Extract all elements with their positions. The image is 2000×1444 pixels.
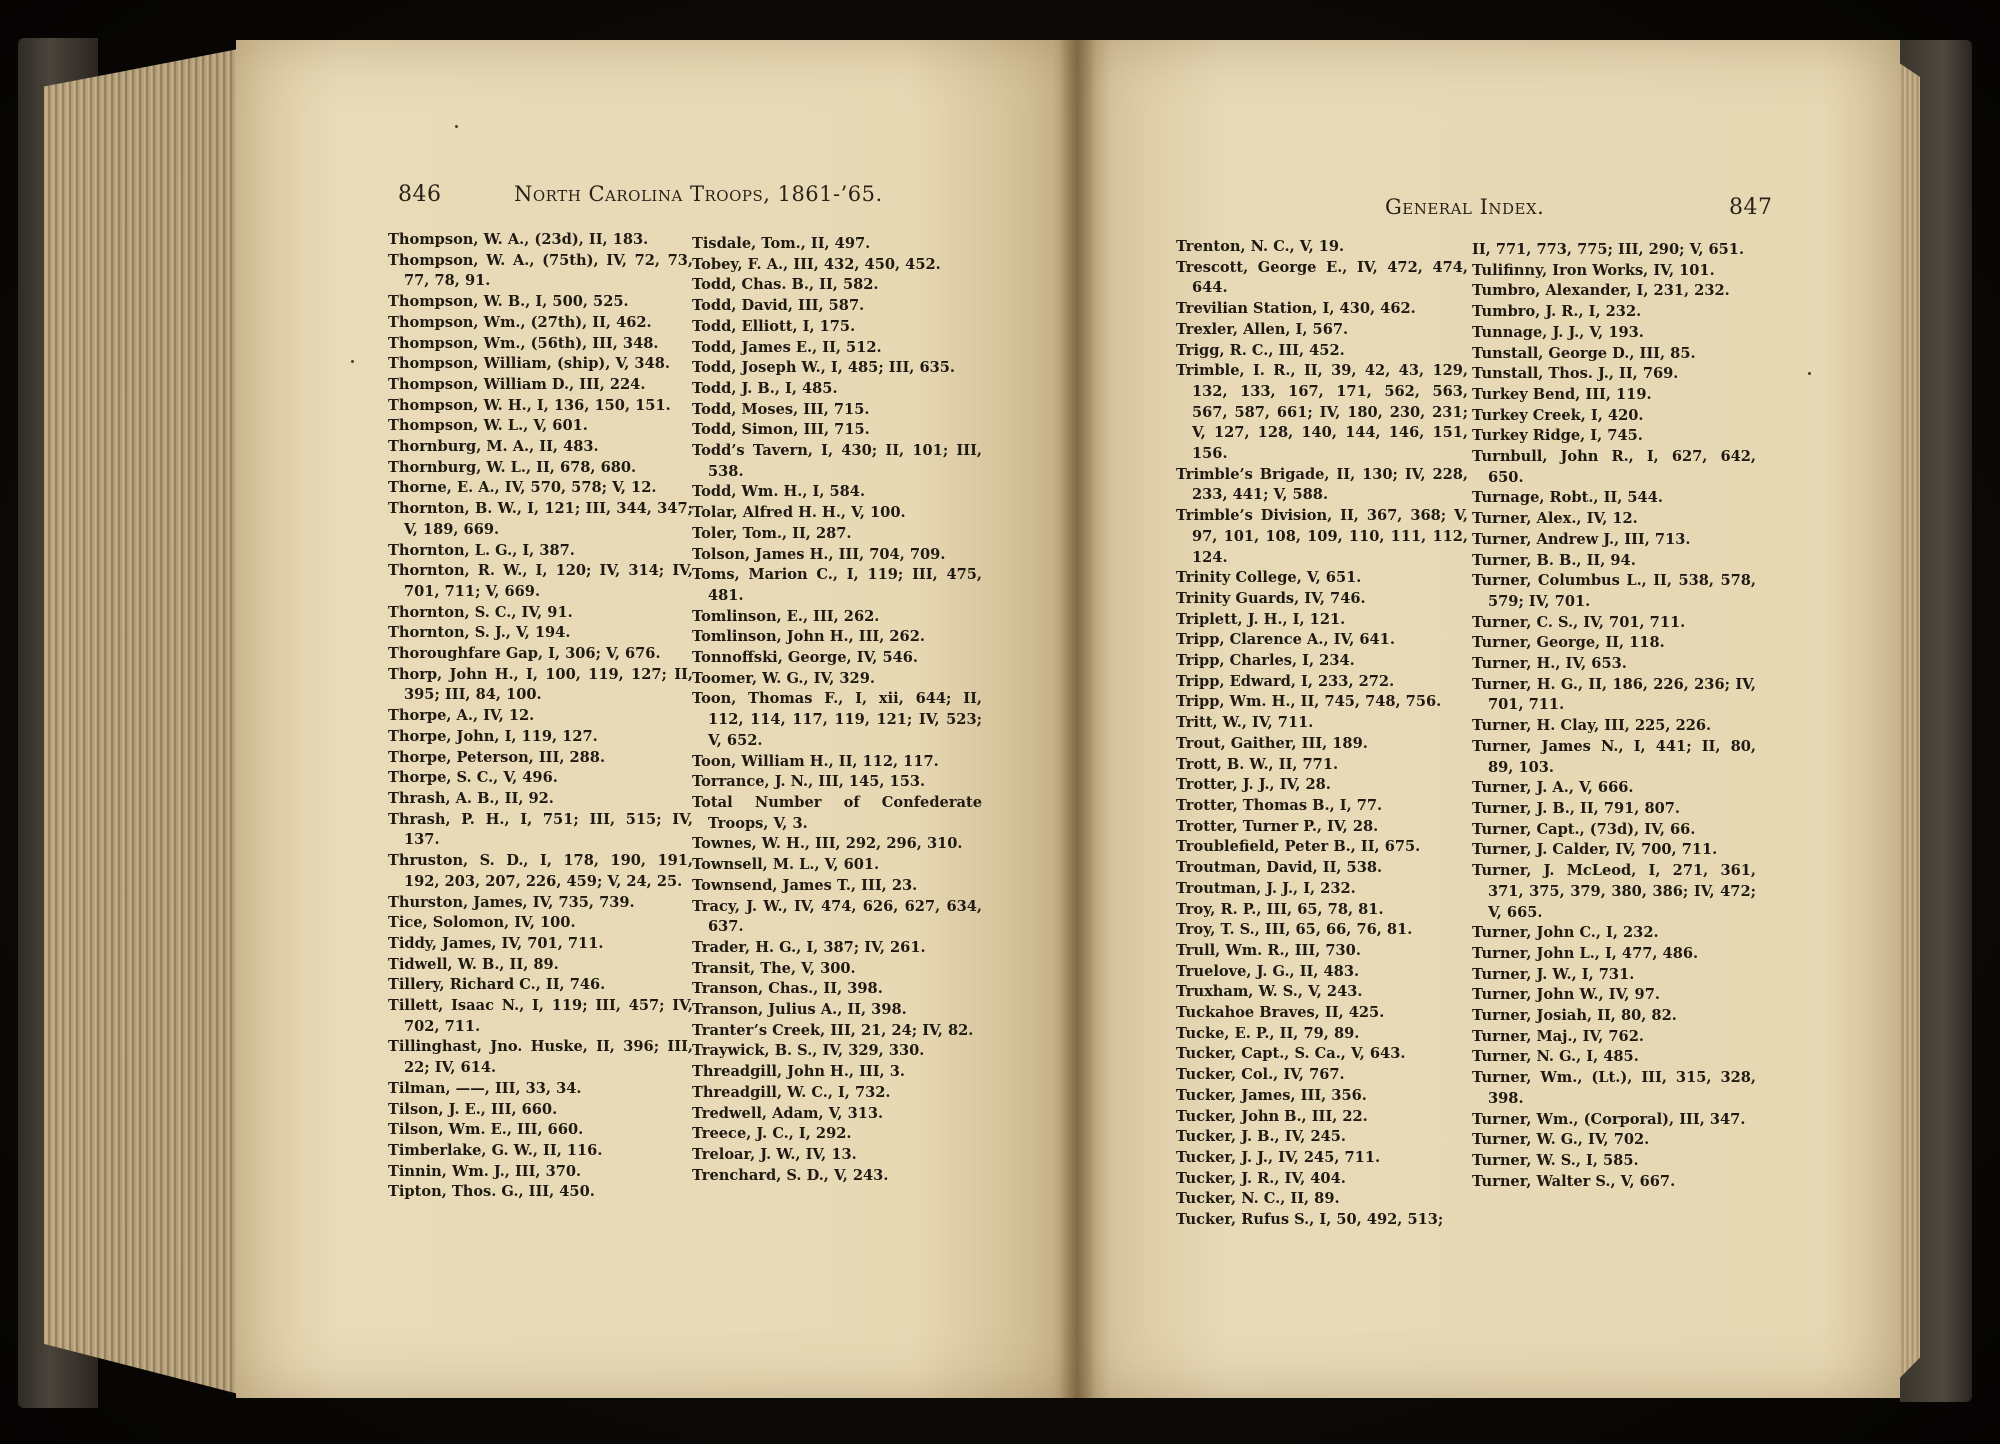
index-entry: Tucker, J. R., IV, 404. [1176, 1169, 1346, 1187]
index-entry: Turner, C. S., IV, 701, 711. [1472, 613, 1686, 631]
index-entry: Townsell, M. L., V, 601. [692, 856, 880, 874]
index-entry: Todd, Wm. H., I, 584. [692, 483, 866, 501]
index-entry: Trotter, J. J., IV, 28. [1176, 776, 1331, 794]
index-entry: Troutman, David, II, 538. [1176, 859, 1383, 877]
index-entry: Thompson, Wm., (56th), III, 348. [388, 334, 659, 352]
index-column-left-2 [692, 234, 982, 1186]
index-entry: Thorpe, S. C., V, 496. [388, 769, 558, 787]
index-entry: Turner, John W., IV, 97. [1472, 986, 1660, 1004]
index-entry: Trull, Wm. R., III, 730. [1176, 941, 1361, 959]
index-entry: Trimble’s Division, II, 367, 368; V, 97, 101, 108, 109, 110, 111, 112, 124. [1176, 507, 1468, 566]
index-entry: Toomer, W. G., IV, 329. [692, 669, 875, 687]
index-column-right-1 [1176, 237, 1468, 1231]
index-entry: Turner, J. W., I, 731. [1472, 965, 1635, 983]
index-entry: Turner, J. Calder, IV, 700, 711. [1472, 841, 1718, 859]
index-entry: Thornton, R. W., I, 120; IV, 314; IV, 701, 711; V, 669. [388, 562, 693, 600]
index-entry: Trott, B. W., II, 771. [1176, 755, 1339, 773]
index-entry: Turner, Wm., (Corporal), III, 347. [1472, 1110, 1746, 1128]
index-entry: Timberlake, G. W., II, 116. [388, 1141, 603, 1159]
index-column-left-1 [388, 230, 693, 1203]
index-entry: Tripp, Charles, I, 234. [1176, 652, 1355, 670]
index-entry: Tilson, J. E., III, 660. [388, 1100, 558, 1118]
index-entry: Tice, Solomon, IV, 100. [388, 914, 576, 932]
index-entry: Thoroughfare Gap, I, 306; V, 676. [388, 645, 661, 663]
index-entry: Tucker, Col., IV, 767. [1176, 1066, 1345, 1084]
index-entry: Turner, John L., I, 477, 486. [1472, 944, 1699, 962]
index-entry: Tritt, W., IV, 711. [1176, 714, 1314, 732]
index-entry: Todd, Elliott, I, 175. [692, 317, 856, 335]
index-entry: Toon, Thomas F., I, xii, 644; II, 112, 114, 117, 119, 121; IV, 523; V, 652. [692, 690, 982, 749]
index-entry: Threadgill, W. C., I, 732. [692, 1083, 891, 1101]
index-entry: Townsend, James T., III, 23. [692, 876, 918, 894]
index-entry: Trimble’s Brigade, II, 130; IV, 228, 233, 441; V, 588. [1176, 465, 1468, 504]
index-entry: Thompson, William, (ship), V, 348. [388, 355, 670, 373]
index-entry: Turner, Andrew J., III, 713. [1472, 530, 1691, 548]
index-entry: Tucker, J. B., IV, 245. [1176, 1128, 1347, 1146]
index-entry: Turner, H. G., II, 186, 226, 236; IV, 701, 711. [1472, 675, 1756, 714]
index-entry: Thornton, S. J., V, 194. [388, 624, 571, 642]
book-gutter [1060, 40, 1096, 1398]
index-entry: Thrash, P. H., I, 751; III, 515; IV, 137. [388, 810, 693, 849]
index-entry: Troublefield, Peter B., II, 675. [1176, 838, 1421, 856]
index-entry: Turkey Ridge, I, 745. [1472, 427, 1643, 445]
index-entry: Trigg, R. C., III, 452. [1176, 341, 1345, 359]
index-entry: Todd, Simon, III, 715. [692, 421, 870, 439]
index-entry: Turner, George, II, 118. [1472, 634, 1665, 652]
index-entry: II, 771, 773, 775; III, 290; V, 651. [1472, 241, 1745, 258]
index-entry: Tucker, James, III, 356. [1176, 1086, 1367, 1104]
index-entry: Toms, Marion C., I, 119; III, 475, 481. [692, 566, 982, 604]
left-page-number: 846 [398, 182, 442, 207]
index-column-right-2 [1472, 240, 1756, 1192]
index-entry: Thornton, B. W., I, 121; III, 344, 347; V, 189, 669. [388, 500, 693, 538]
index-entry: Thorpe, Peterson, III, 288. [388, 748, 606, 766]
index-entry: Todd, David, III, 587. [692, 297, 865, 315]
index-entry: Tunstall, George D., III, 85. [1472, 344, 1696, 362]
index-entry: Tillett, Isaac N., I, 119; III, 457; IV, 702, 711. [388, 997, 693, 1035]
index-entry: Turner, J. B., II, 791, 807. [1472, 799, 1680, 817]
index-entry: Tumbro, Alexander, I, 231, 232. [1472, 282, 1730, 300]
index-entry: Tripp, Wm. H., II, 745, 748, 756. [1176, 693, 1442, 711]
index-entry: Tolson, James H., III, 704, 709. [692, 545, 946, 563]
index-entry: Threadgill, John H., III, 3. [692, 1063, 905, 1081]
index-entry: Traywick, B. S., IV, 329, 330. [692, 1042, 925, 1060]
index-entry: Todd, Chas. B., II, 582. [692, 276, 879, 294]
index-entry: Trotter, Turner P., IV, 28. [1176, 817, 1379, 835]
index-entry: Tomlinson, John H., III, 262. [692, 628, 925, 646]
index-entry: Tilson, Wm. E., III, 660. [388, 1121, 584, 1139]
index-entry: Total Number of Confederate Troops, V, 3. [692, 793, 982, 832]
index-entry: Tucke, E. P., II, 79, 89. [1176, 1024, 1360, 1042]
index-entry: Trimble, I. R., II, 39, 42, 43, 129, 132, 133, 167, 171, 562, 563, 567, 587, 661; IV, 180, 230, 231; V, 127, 128, 140, 144, 146, 151, 156. [1176, 362, 1468, 463]
index-entry: Trader, H. G., I, 387; IV, 261. [692, 938, 926, 956]
index-entry: Tillery, Richard C., II, 746. [388, 976, 606, 994]
index-entry: Troy, T. S., III, 65, 66, 76, 81. [1176, 921, 1413, 939]
index-entry: Tuckahoe Braves, II, 425. [1176, 1004, 1385, 1022]
index-entry: Transit, The, V, 300. [692, 959, 856, 977]
index-entry: Trenchard, S. D., V, 243. [692, 1166, 889, 1184]
index-entry: Tucker, Capt., S. Ca., V, 643. [1176, 1045, 1406, 1063]
index-entry: Turnbull, John R., I, 627, 642, 650. [1472, 448, 1756, 486]
index-entry: Thrash, A. B., II, 92. [388, 789, 554, 807]
index-entry: Thornburg, M. A., II, 483. [388, 438, 599, 456]
index-entry: Turner, Wm., (Lt.), III, 315, 328, 398. [1472, 1069, 1756, 1107]
index-entry: Turner, W. G., IV, 702. [1472, 1131, 1650, 1149]
index-entry: Turner, John C., I, 232. [1472, 924, 1659, 942]
index-entry: Todd, Joseph W., I, 485; III, 635. [692, 359, 955, 377]
index-entry: Turner, W. S., I, 585. [1472, 1151, 1639, 1169]
index-entry: Tiddy, James, IV, 701, 711. [388, 934, 604, 952]
index-entry: Turner, Alex., IV, 12. [1472, 510, 1638, 528]
index-entry: Todd, Moses, III, 715. [692, 400, 870, 418]
index-entry: Tonnoffski, George, IV, 546. [692, 649, 919, 667]
index-entry: Tucker, Rufus S., I, 50, 492, 513; [1176, 1211, 1444, 1229]
index-entry: Tobey, F. A., III, 432, 450, 452. [692, 255, 941, 273]
index-entry: Turkey Bend, III, 119. [1472, 385, 1652, 403]
index-entry: Turner, Capt., (73d), IV, 66. [1472, 820, 1696, 838]
index-entry: Troy, R. P., III, 65, 78, 81. [1176, 900, 1384, 918]
index-entry: Townes, W. H., III, 292, 296, 310. [692, 835, 963, 853]
index-entry: Turner, J. McLeod, I, 271, 361, 371, 375, 379, 380, 386; IV, 472; V, 665. [1472, 862, 1756, 921]
index-entry: Thompson, W. H., I, 136, 150, 151. [388, 396, 671, 414]
index-entry: Thompson, W. A., (23d), II, 183. [388, 231, 649, 248]
index-entry: Thurston, James, IV, 735, 739. [388, 893, 635, 911]
index-entry: Truxham, W. S., V, 243. [1176, 983, 1363, 1001]
index-entry: Todd, J. B., I, 485. [692, 379, 838, 397]
index-entry: Tilman, ——, III, 33, 34. [388, 1079, 582, 1097]
index-entry: Turner, Maj., IV, 762. [1472, 1027, 1644, 1045]
index-entry: Toler, Tom., II, 287. [692, 524, 852, 542]
right-page-number: 847 [1729, 195, 1773, 220]
index-entry: Turner, J. A., V, 666. [1472, 779, 1634, 797]
index-entry: Thorpe, A., IV, 12. [388, 707, 535, 725]
index-entry: Thruston, S. D., I, 178, 190, 191, 192, 203, 207, 226, 459; V, 24, 25. [388, 852, 693, 890]
index-entry: Thompson, W. A., (75th), IV, 72, 73, 77, 78, 91. [388, 251, 693, 290]
index-entry: Tulifinny, Iron Works, IV, 101. [1472, 261, 1715, 279]
index-entry: Tidwell, W. B., II, 89. [388, 955, 559, 973]
index-entry: Tripp, Edward, I, 233, 272. [1176, 672, 1395, 690]
index-entry: Turnage, Robt., II, 544. [1472, 489, 1663, 507]
index-entry: Trevilian Station, I, 430, 462. [1176, 300, 1416, 318]
index-entry: Trescott, George E., IV, 472, 474, 644. [1176, 258, 1468, 297]
index-entry: Thompson, W. L., V, 601. [388, 417, 588, 435]
index-entry: Tomlinson, E., III, 262. [692, 607, 880, 625]
index-entry: Transon, Julius A., II, 398. [692, 1001, 907, 1019]
index-entry: Thornton, S. C., IV, 91. [388, 603, 573, 621]
index-entry: Thorp, John H., I, 100, 119, 127; II, 395; III, 84, 100. [388, 665, 693, 704]
index-entry: Tunnage, J. J., V, 193. [1472, 323, 1644, 341]
index-entry: Tucker, N. C., II, 89. [1176, 1190, 1340, 1208]
index-entry: Torrance, J. N., III, 145, 153. [692, 773, 926, 791]
index-entry: Tucker, J. J., IV, 245, 711. [1176, 1148, 1381, 1166]
index-entry: Turner, B. B., II, 94. [1472, 551, 1636, 569]
index-entry: Toon, William H., II, 112, 117. [692, 752, 939, 770]
index-entry: Thompson, W. B., I, 500, 525. [388, 293, 629, 311]
index-entry: Tillinghast, Jno. Huske, II, 396; III, 22; IV, 614. [388, 1038, 693, 1077]
index-entry: Trinity College, V, 651. [1176, 569, 1362, 587]
index-entry: Turner, Josiah, II, 80, 82. [1472, 1007, 1677, 1025]
index-entry: Turner, Walter S., V, 667. [1472, 1172, 1676, 1190]
index-entry: Thornburg, W. L., II, 678, 680. [388, 458, 637, 476]
index-entry: Trinity Guards, IV, 746. [1176, 589, 1366, 607]
index-entry: Tipton, Thos. G., III, 450. [388, 1183, 595, 1201]
index-entry: Thornton, L. G., I, 387. [388, 541, 575, 559]
index-entry: Thompson, Wm., (27th), II, 462. [388, 313, 652, 331]
index-entry: Turner, Columbus L., II, 538, 578, 579; IV, 701. [1472, 572, 1756, 610]
index-entry: Transon, Chas., II, 398. [692, 980, 883, 998]
index-entry: Turner, H. Clay, III, 225, 226. [1472, 717, 1712, 735]
index-entry: Turner, James N., I, 441; II, 80, 89, 103. [1472, 737, 1756, 776]
right-running-title: General Index. [1385, 195, 1545, 219]
index-entry: Truelove, J. G., II, 483. [1176, 962, 1360, 980]
index-entry: Treece, J. C., I, 292. [692, 1125, 852, 1143]
paper-speck [1808, 372, 1811, 375]
paper-speck [351, 360, 354, 363]
index-entry: Turner, N. G., I, 485. [1472, 1048, 1639, 1066]
index-entry: Tucker, John B., III, 22. [1176, 1107, 1368, 1125]
index-entry: Todd’s Tavern, I, 430; II, 101; III, 538. [692, 442, 982, 480]
left-page-edges [44, 46, 254, 1398]
index-entry: Tranter’s Creek, III, 21, 24; IV, 82. [692, 1021, 974, 1039]
index-entry: Thorpe, John, I, 119, 127. [388, 727, 598, 745]
index-entry: Treloar, J. W., IV, 13. [692, 1145, 857, 1163]
index-entry: Turkey Creek, I, 420. [1472, 406, 1644, 424]
index-entry: Tisdale, Tom., II, 497. [692, 235, 871, 252]
index-entry: Triplett, J. H., I, 121. [1176, 610, 1346, 628]
index-entry: Tumbro, J. R., I, 232. [1472, 303, 1642, 321]
index-entry: Tolar, Alfred H. H., V, 100. [692, 504, 906, 522]
index-entry: Tredwell, Adam, V, 313. [692, 1104, 884, 1122]
index-entry: Trout, Gaither, III, 189. [1176, 734, 1368, 752]
index-entry: Tunstall, Thos. J., II, 769. [1472, 365, 1679, 383]
paper-speck [455, 125, 458, 128]
index-entry: Trotter, Thomas B., I, 77. [1176, 796, 1383, 814]
index-entry: Troutman, J. J., I, 232. [1176, 879, 1356, 897]
index-entry: Turner, H., IV, 653. [1472, 655, 1627, 673]
index-entry: Tracy, J. W., IV, 474, 626, 627, 634, 637. [692, 897, 982, 936]
index-entry: Thompson, William D., III, 224. [388, 375, 646, 393]
index-entry: Todd, James E., II, 512. [692, 338, 882, 356]
index-entry: Thorne, E. A., IV, 570, 578; V, 12. [388, 479, 657, 497]
index-entry: Tripp, Clarence A., IV, 641. [1176, 631, 1395, 649]
index-entry: Trexler, Allen, I, 567. [1176, 320, 1349, 338]
index-entry: Trenton, N. C., V, 19. [1176, 238, 1345, 255]
index-entry: Tinnin, Wm. J., III, 370. [388, 1162, 582, 1180]
left-running-title: North Carolina Troops, 1861-’65. [514, 182, 883, 206]
